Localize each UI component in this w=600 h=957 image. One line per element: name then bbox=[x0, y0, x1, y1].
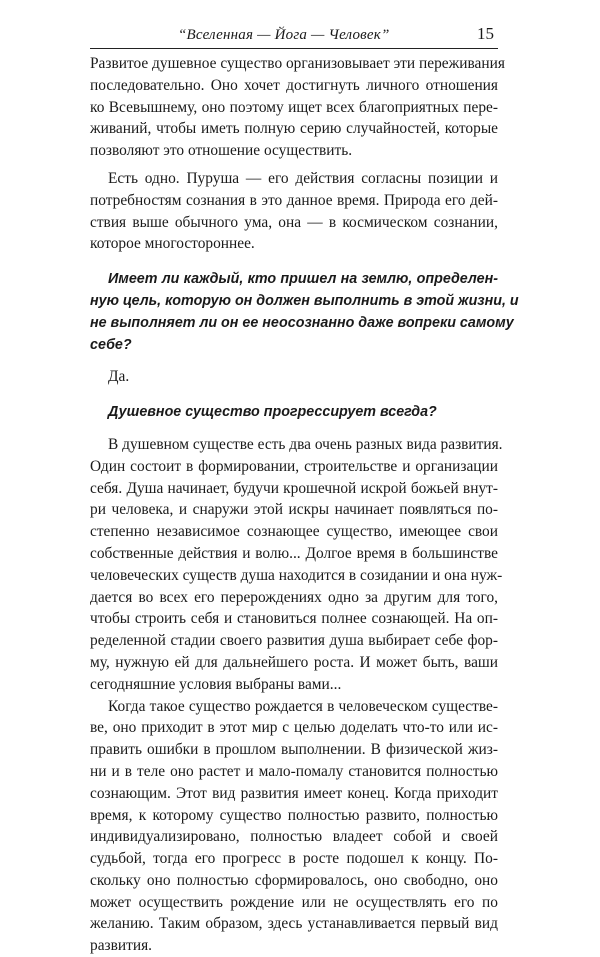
text-line: себя. Душа начинает, будучи крошечной искрой божьей внут- bbox=[90, 479, 498, 497]
text-line: ри человека, и снаружи этой искры начинает появляться по- bbox=[90, 501, 498, 519]
running-header bbox=[90, 24, 498, 49]
text-line: ствия выше обычного ума, она — в космическом сознании, bbox=[90, 213, 498, 231]
text-line: индивидуализировано, полностью владеет собой и своей bbox=[90, 828, 498, 846]
text-line: человеческих существ душа находится в созидании и она нуж- bbox=[90, 566, 503, 584]
text-line: В душевном существе есть два очень разных вида развития. bbox=[108, 435, 503, 453]
text-line: скольку оно полностью сформировалось, оно свободно, оно bbox=[90, 871, 498, 889]
text-line: позволяют это отношение осуществить. bbox=[90, 142, 353, 160]
question-line: Душевное существо прогрессирует всегда? bbox=[108, 404, 437, 421]
page-number: 15 bbox=[477, 24, 494, 43]
text-line: сегодняшние условия выбраны вами... bbox=[90, 675, 342, 693]
text-line: собственные действия и волю... Долгое время в большинстве bbox=[90, 544, 498, 562]
text-line: Развитое душевное существо организовывает эти переживания bbox=[90, 55, 505, 72]
text-line: дается во всех его перерождениях одно за другим для того, bbox=[90, 588, 498, 606]
paragraph bbox=[90, 696, 498, 957]
text-line: живаний, чтобы иметь полную серию случайностей, которые bbox=[90, 120, 498, 138]
answer-paragraph bbox=[90, 366, 498, 388]
question-heading bbox=[90, 269, 519, 356]
question-line: ную цель, которую он должен выполнить в этой жизни, и bbox=[90, 292, 519, 309]
text-line: может осуществить рождение или не осуществлять его по bbox=[90, 893, 498, 911]
text-line: сознающим. Этот вид развития имеет конец. Когда приходит bbox=[90, 784, 498, 802]
paragraph bbox=[90, 168, 498, 255]
text-line: последовательно. Оно хочет достигнуть личного отношения bbox=[90, 76, 498, 94]
text-line: развития. bbox=[90, 937, 152, 955]
text-line: править ошибки в прошлом выполнении. В физической жиз- bbox=[90, 741, 498, 759]
text-line: степенно независимое сознающее существо, имеющее свои bbox=[90, 523, 498, 541]
text-line: ни и в теле оно растет и мало-помалу становится полностью bbox=[90, 762, 498, 780]
text-line: Есть одно. Пуруша — его действия согласны позиции и bbox=[108, 169, 498, 187]
running-title: “Вселенная — Йога — Человек” bbox=[178, 27, 390, 43]
question-line: Имеет ли каждый, кто пришел на землю, определен- bbox=[108, 271, 498, 288]
body-text bbox=[90, 53, 519, 957]
paragraph bbox=[90, 434, 503, 696]
paragraph bbox=[90, 53, 505, 162]
question-line: себе? bbox=[90, 336, 132, 353]
text-line: желанию. Таким образом, здесь устанавливается первый вид bbox=[90, 915, 498, 933]
text-line: судьбой, тогда его прогресс в росте подошел к концу. По- bbox=[90, 850, 498, 868]
text-line: Когда такое существо рождается в человеческом существе- bbox=[108, 697, 498, 715]
text-line: ве, оно приходит в этот мир с целью доделать что-то или ис- bbox=[90, 719, 498, 737]
text-line: Один состоит в формировании, строительстве и организации bbox=[90, 457, 498, 475]
text-line: Да. bbox=[108, 368, 130, 386]
text-line: ределенной стадии своего развития душа выбирает себе фор- bbox=[90, 632, 498, 650]
text-line: чтобы строить себя и становиться полнее сознающей. На оп- bbox=[90, 610, 498, 628]
question-line: не выполняет ли он ее неосознанно даже вопреки самому bbox=[90, 314, 514, 331]
text-line: которое многостороннее. bbox=[90, 235, 255, 253]
question-heading bbox=[90, 402, 498, 424]
text-line: ко Всевышнему, оно поэтому ищет всех благоприятных пере- bbox=[90, 98, 498, 116]
text-line: му, нужную ей для дальнейшего роста. И может быть, ваши bbox=[90, 653, 498, 671]
text-line: потребностям сознания в это данное время. Природа его дей- bbox=[90, 191, 498, 209]
text-line: время, к которому существо полностью развито, полностью bbox=[90, 806, 498, 824]
